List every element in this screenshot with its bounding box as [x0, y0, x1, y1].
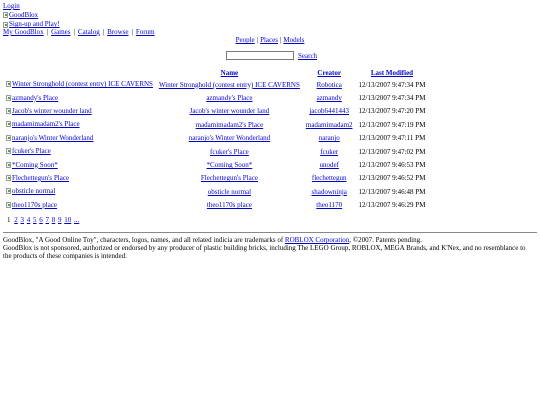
broken-image-icon	[3, 22, 8, 28]
thumbnail-alt-text: fcuker's Place	[12, 147, 51, 156]
place-name-link[interactable]: azmandy's Place	[206, 94, 253, 103]
nav-separator: |	[131, 28, 133, 36]
broken-image-icon	[6, 188, 11, 194]
table-row	[3, 145, 428, 158]
place-name-cell	[156, 78, 303, 91]
place-thumbnail-link[interactable]	[6, 147, 51, 155]
place-thumbnail-link[interactable]	[6, 174, 69, 182]
page-link[interactable]: 8	[51, 216, 56, 224]
thumbnail-alt-text: Jacob's winter wounder land	[12, 106, 92, 115]
creator-link[interactable]: shadowninja	[311, 187, 347, 196]
page-link[interactable]: 2	[14, 216, 18, 224]
last-modified-cell: 12/13/2007 9:47:19 PM	[358, 120, 426, 129]
page-link[interactable]: 5	[33, 216, 37, 224]
last-modified-cell: 12/13/2007 9:47:20 PM	[358, 107, 426, 116]
footer-disclaimer: GoodBlox is not sponsored, authorized or endorsed by any producer of plastic building bricks, including The LEGO Group, ROBLOX, MEGA Brands, and K'Nex, and no resemblance to the products of these companies is intended.	[3, 244, 526, 260]
place-thumbnail-link[interactable]	[6, 120, 80, 128]
tab-separator: |	[279, 36, 282, 44]
place-name-link[interactable]: *Coming Soon*	[206, 161, 253, 170]
table-row	[3, 105, 428, 118]
table-row	[3, 172, 428, 185]
place-name-link[interactable]: Winter Stronghold (contest entry) ICE CAVERNS	[158, 80, 300, 89]
thumbnail-alt-text: theo1170s place	[12, 200, 58, 209]
roblox-corporation-link[interactable]: ROBLOX Corporation	[284, 236, 350, 244]
next-pages-link[interactable]: ...	[74, 216, 80, 224]
table-header-row	[3, 68, 428, 78]
thumbnail-alt-text: Flechettegun's Place	[12, 173, 70, 182]
place-thumbnail-cell	[3, 158, 156, 171]
broken-image-icon	[6, 95, 11, 101]
place-name-cell	[156, 105, 303, 118]
place-thumbnail-cell	[3, 185, 156, 198]
broken-image-icon	[6, 108, 11, 114]
thumbnail-alt-text: obsticle normal	[12, 187, 56, 196]
creator-cell	[303, 105, 356, 118]
place-thumbnail-cell	[3, 145, 156, 158]
page-link[interactable]: 7	[45, 216, 49, 224]
tab-places[interactable]: Places	[260, 36, 278, 44]
nav-separator: |	[73, 28, 75, 36]
table-row	[3, 118, 428, 131]
table-row	[3, 158, 428, 171]
last-modified-cell: 12/13/2007 9:46:53 PM	[358, 161, 426, 170]
place-name-cell	[156, 199, 303, 212]
place-name-link[interactable]: naranjo's Winter Wonderland	[188, 134, 271, 143]
place-name-link[interactable]: Flechettegun's Place	[200, 174, 258, 183]
thumbnail-alt-text: naranjo's Winter Wonderland	[12, 133, 94, 142]
creator-cell	[303, 172, 356, 185]
page-link[interactable]: 6	[39, 216, 43, 224]
place-thumbnail-cell	[3, 172, 156, 185]
search-link[interactable]: Search	[298, 51, 318, 60]
creator-cell	[303, 199, 356, 212]
tab-separator: |	[256, 36, 259, 44]
page-link[interactable]: 10	[64, 216, 72, 224]
creator-link[interactable]: flechettegun	[311, 174, 347, 183]
place-name-cell	[156, 118, 303, 131]
tab-people[interactable]: People	[235, 36, 255, 44]
nav-separator: |	[102, 28, 105, 36]
creator-link[interactable]: azmandy	[316, 94, 342, 103]
nav-games[interactable]: Games	[51, 28, 71, 36]
place-name-cell	[156, 91, 303, 104]
creator-cell	[303, 118, 356, 131]
creator-link[interactable]: Robotica	[316, 80, 342, 89]
main-nav	[3, 28, 155, 36]
place-thumbnail-link[interactable]	[6, 107, 92, 115]
place-name-cell	[156, 158, 303, 171]
thumbnail-alt-text: azmandy's Place	[12, 93, 59, 102]
place-thumbnail-cell	[3, 105, 156, 118]
footer-divider	[3, 232, 537, 233]
signup-alt-text: Sign-up and Play!	[9, 20, 60, 29]
page-link[interactable]: 4	[26, 216, 31, 224]
last-modified-cell: 12/13/2007 9:47:11 PM	[358, 134, 426, 143]
place-thumbnail-link[interactable]	[6, 201, 57, 209]
broken-image-icon	[3, 12, 8, 18]
creator-cell	[303, 158, 356, 171]
creator-cell	[303, 132, 356, 145]
place-thumbnail-cell	[3, 132, 156, 145]
browse-category-tabs	[0, 36, 540, 44]
broken-image-icon	[6, 175, 11, 181]
nav-forum[interactable]: Forum	[135, 28, 155, 36]
place-name-link[interactable]: theo1170s place	[206, 201, 252, 210]
creator-link[interactable]: naranjo	[318, 134, 340, 143]
table-row	[3, 185, 428, 198]
place-thumbnail-cell	[3, 118, 156, 131]
pagination	[7, 216, 80, 224]
place-name-cell	[156, 145, 303, 158]
creator-link[interactable]: unodef	[319, 161, 339, 170]
table-row	[3, 199, 428, 212]
last-modified-cell: 12/13/2007 9:46:29 PM	[358, 201, 426, 210]
column-header-last-modified[interactable]: Last Modified	[370, 69, 414, 77]
broken-image-icon	[6, 81, 11, 87]
place-name-cell	[156, 172, 303, 185]
broken-image-icon	[6, 202, 11, 208]
place-thumbnail-link[interactable]	[6, 94, 58, 102]
nav-separator: |	[46, 28, 49, 36]
search-input[interactable]	[226, 51, 294, 60]
table-row	[3, 91, 428, 104]
search-bar	[226, 51, 317, 60]
broken-image-icon	[6, 162, 11, 168]
creator-cell	[303, 185, 356, 198]
creator-cell	[303, 78, 356, 91]
last-modified-cell: 12/13/2007 9:47:34 PM	[358, 80, 426, 89]
last-modified-cell: 12/13/2007 9:47:34 PM	[358, 94, 426, 103]
thumbnail-alt-text: Winter Stronghold (contest entry) ICE CAVERNS	[12, 80, 153, 89]
table-row	[3, 132, 428, 145]
creator-link[interactable]: madamimadam2	[305, 120, 353, 129]
thumbnail-alt-text: madamimadam2's Place	[12, 120, 80, 129]
places-table	[3, 68, 428, 212]
place-name-link[interactable]: fcuker's Place	[210, 147, 249, 156]
last-modified-cell: 12/13/2007 9:46:52 PM	[358, 174, 426, 183]
place-thumbnail-cell	[3, 78, 156, 91]
last-modified-cell: 12/13/2007 9:46:48 PM	[358, 187, 426, 196]
creator-link[interactable]: fcuker	[320, 147, 339, 156]
login-link[interactable]: Login	[3, 2, 20, 10]
broken-image-icon	[6, 148, 11, 154]
place-thumbnail-link[interactable]	[6, 161, 58, 169]
creator-link[interactable]: jacob6441443	[309, 107, 350, 116]
page-link[interactable]: 9	[58, 216, 62, 224]
place-name-link[interactable]: Jacob's winter wounder land	[189, 107, 270, 116]
place-name-link[interactable]: madamimadam2's Place	[195, 120, 264, 129]
page-link[interactable]: 3	[20, 216, 24, 224]
current-page: 1	[7, 216, 11, 224]
creator-cell	[303, 91, 356, 104]
place-thumbnail-cell	[3, 199, 156, 212]
creator-link[interactable]: theo1170	[316, 201, 343, 210]
broken-image-icon	[6, 135, 11, 141]
logo-alt-text: GoodBlox	[9, 10, 39, 19]
place-thumbnail-link[interactable]	[6, 187, 55, 195]
thumbnail-alt-text: *Coming Soon*	[12, 160, 58, 169]
tab-models[interactable]: Models	[283, 36, 305, 44]
table-row	[3, 78, 428, 91]
header	[3, 2, 60, 30]
broken-image-icon	[6, 121, 11, 127]
place-name-link[interactable]: obsticle normal	[207, 187, 252, 196]
footer-trademark-line: GoodBlox, "A Good Online Toy", characters, logos, names, and all related indicia are trademarks of ROBLOX Corporation, ©2007. Patents pending.	[3, 236, 422, 244]
nav-my-goodblox[interactable]: My GoodBlox	[3, 28, 44, 36]
nav-browse[interactable]: Browse	[107, 28, 129, 36]
place-thumbnail-link[interactable]	[6, 80, 153, 88]
column-header-name[interactable]: Name	[220, 69, 239, 77]
thumbnail-column-header	[3, 68, 156, 78]
place-thumbnail-link[interactable]	[6, 134, 93, 142]
creator-cell	[303, 145, 356, 158]
place-name-cell	[156, 132, 303, 145]
column-header-creator[interactable]: Creator	[317, 69, 341, 77]
footer	[3, 236, 533, 260]
last-modified-cell: 12/13/2007 9:47:02 PM	[358, 147, 426, 156]
goodblox-logo-link[interactable]	[3, 11, 38, 20]
place-thumbnail-cell	[3, 91, 156, 104]
place-name-cell	[156, 185, 303, 198]
nav-catalog[interactable]: Catalog	[77, 28, 100, 36]
